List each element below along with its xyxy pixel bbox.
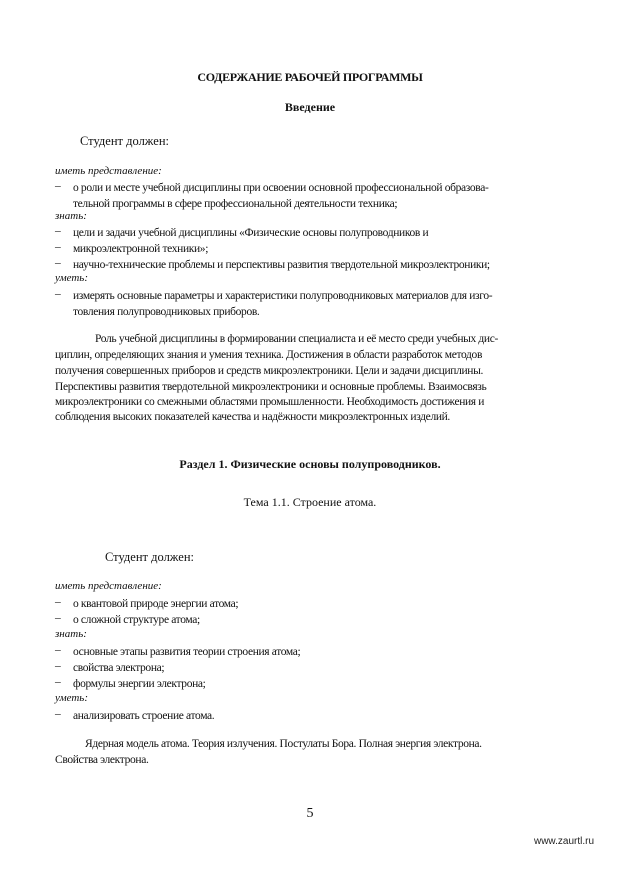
item-text: измерять основные параметры и характеристики полупроводниковых материалов для изго- (73, 290, 493, 302)
topic-paragraph-line: Свойства электрона. (55, 754, 149, 766)
topic-represent-item (55, 612, 570, 628)
item-text: цели и задачи учебной дисциплины «Физические основы полупроводников и (73, 227, 429, 239)
list-dash: – (55, 660, 61, 672)
list-dash: – (55, 288, 61, 300)
intro-paragraph-line: Перспективы развития твердотельной микроэлектроники и основные проблемы. Взаимосвязь (55, 381, 487, 393)
intro-know-item (55, 257, 570, 273)
item-text: основные этапы развития теории строения атома; (73, 646, 301, 658)
page-title: СОДЕРЖАНИЕ РАБОЧЕЙ ПРОГРАММЫ (197, 70, 423, 84)
item-text: научно-технические проблемы и перспективы развития твердотельной микроэлектроники; (73, 259, 490, 271)
topic-label-can: уметь: (55, 692, 88, 704)
intro-paragraph-line: Роль учебной дисциплины в формировании специалиста и её место среди учебных дис- (95, 333, 498, 345)
intro-represent-item (55, 180, 570, 212)
intro-label-know: знать: (55, 210, 87, 222)
item-text: о квантовой природе энергии атома; (73, 598, 239, 610)
item-text: о сложной структуре атома; (73, 614, 200, 626)
intro-know-item (55, 225, 570, 241)
list-dash: – (55, 596, 61, 608)
intro-paragraph-line: микроэлектроники со смежными областями промышленности. Необходимость достижения и (55, 396, 485, 408)
list-dash: – (55, 225, 61, 237)
list-dash: – (55, 241, 61, 253)
topic-student-must: Студент должен: (105, 550, 194, 564)
intro-student-must: Студент должен: (80, 134, 169, 148)
item-text-cont: товления полупроводниковых приборов. (73, 306, 260, 318)
intro-paragraph-line: соблюдения высоких показателей качества и надёжности микроэлектронных изделий. (55, 411, 450, 423)
list-dash: – (55, 644, 61, 656)
topic-label-represent: иметь представление: (55, 580, 162, 592)
page-number: 5 (306, 806, 314, 821)
intro-heading: Введение (284, 100, 336, 114)
item-text-cont: тельной программы в сфере профессиональной деятельности техника; (73, 198, 398, 210)
list-dash: – (55, 676, 61, 688)
intro-paragraph-line: циплин, определяющих знания и умения техника. Достижения в области разработок методов (55, 349, 483, 361)
topic-know-item (55, 660, 570, 676)
item-text: микроэлектронной техники»; (73, 243, 209, 255)
topic-know-item (55, 644, 570, 660)
list-dash: – (55, 180, 61, 192)
topic-represent-item (55, 596, 570, 612)
topic-paragraph-line: Ядерная модель атома. Теория излучения. Постулаты Бора. Полная энергия электрона. (85, 738, 482, 750)
list-dash: – (55, 708, 61, 720)
topic-can-item (55, 708, 570, 724)
intro-can-item (55, 288, 570, 320)
list-dash: – (55, 257, 61, 269)
item-text: о роли и месте учебной дисциплины при освоении основной профессиональной образова- (73, 182, 489, 194)
topic-know-item (55, 676, 570, 692)
topic-label-know: знать: (55, 628, 87, 640)
intro-label-represent: иметь представление: (55, 165, 162, 177)
item-text: свойства электрона; (73, 662, 165, 674)
topic-heading: Тема 1.1. Строение атома. (243, 495, 377, 509)
item-text: формулы энергии электрона; (73, 678, 206, 690)
intro-know-item (55, 241, 570, 257)
watermark-url: www.zaurtl.ru (533, 836, 594, 847)
section-heading: Раздел 1. Физические основы полупроводников. (179, 457, 441, 471)
item-text: анализировать строение атома. (73, 710, 215, 722)
intro-label-can: уметь: (55, 272, 88, 284)
intro-paragraph-line: получения совершенных приборов и средств микроэлектроники. Цели и задачи дисциплины. (55, 365, 483, 377)
list-dash: – (55, 612, 61, 624)
